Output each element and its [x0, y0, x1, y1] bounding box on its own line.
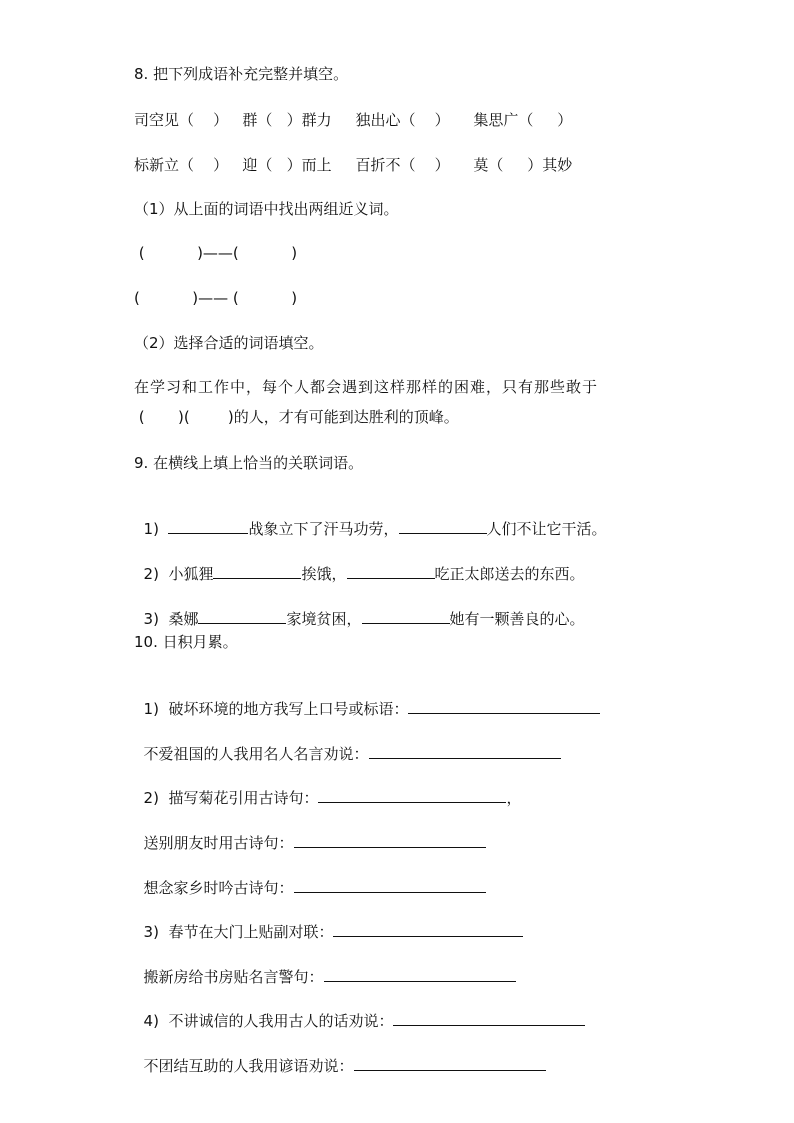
- q10-item-4b-text: 不团结互助的人我用谚语劝说：: [143, 1057, 354, 1075]
- q10-item-2b-text: 送别朋友时用古诗句：: [143, 834, 294, 852]
- q10-item-2c: [134, 856, 486, 897]
- q9-item-2-text-c: 吃正太郎送去的东西。: [434, 565, 585, 583]
- q8-sub-question-2: （2）选择合适的词语填空。: [134, 334, 324, 352]
- q9-item-1-text-a: 战象立下了汗马功劳，: [248, 520, 399, 538]
- q9-item-1: [134, 497, 607, 538]
- answer-blank[interactable]: [318, 786, 506, 803]
- answer-blank[interactable]: [294, 876, 486, 893]
- q10-item-3b: [134, 945, 516, 986]
- q8-fill-paragraph-line-1: 在学习和工作中，每个人都会遇到这样那样的困难，只有那些敢于: [134, 378, 599, 396]
- answer-blank[interactable]: [333, 920, 523, 937]
- q10-item-1b-text: 不爱祖国的人我用名人名言劝说：: [143, 745, 369, 763]
- q10-item-3: [134, 900, 523, 941]
- q10-item-1: [134, 677, 600, 718]
- q10-item-1-text: 1) 破坏环境的地方我写上口号或标语：: [143, 700, 409, 718]
- answer-blank[interactable]: [198, 607, 286, 624]
- q9-item-3-text-c: 她有一颗善良的心。: [449, 610, 585, 628]
- answer-blank[interactable]: [393, 1009, 585, 1026]
- q9-item-3-text-a: 3) 桑娜: [143, 610, 199, 628]
- q10-item-2-comma: ，: [506, 789, 522, 807]
- answer-blank[interactable]: [213, 562, 301, 579]
- q9-title: 9. 在横线上填上恰当的关联词语。: [134, 454, 364, 472]
- q8-synonym-pair-1[interactable]: ( )——( ): [134, 244, 298, 262]
- q8-title: 8. 把下列成语补充完整并填空。: [134, 65, 349, 83]
- q10-item-3b-text: 搬新房给书房贴名言警句：: [143, 968, 324, 986]
- q9-item-2: [134, 542, 585, 583]
- answer-blank[interactable]: [324, 965, 516, 982]
- q9-item-3-text-b: 家境贫困，: [286, 610, 362, 628]
- answer-blank[interactable]: [369, 742, 561, 759]
- q9-item-1-number: 1): [143, 520, 169, 538]
- q10-item-4-text: 4) 不讲诚信的人我用古人的话劝说：: [143, 1012, 394, 1030]
- q9-item-2-text-a: 2) 小狐狸: [143, 565, 214, 583]
- answer-blank[interactable]: [362, 607, 450, 624]
- q10-item-1b: [134, 722, 561, 763]
- answer-blank[interactable]: [408, 697, 600, 714]
- q8-fill-paragraph-line-2[interactable]: ( )( )的人，才有可能到达胜利的顶峰。: [134, 408, 459, 426]
- q8-idiom-row-1: 司空见（ ） 群（ ）群力 独出心（ ） 集思广（ ）: [134, 111, 573, 129]
- q10-title: 10. 日积月累。: [134, 633, 238, 651]
- q10-item-2-text: 2) 描写菊花引用古诗句：: [143, 789, 319, 807]
- answer-blank[interactable]: [399, 517, 487, 534]
- q8-synonym-pair-2[interactable]: ( )—— ( ): [134, 289, 298, 307]
- answer-blank[interactable]: [294, 831, 486, 848]
- answer-blank[interactable]: [354, 1054, 546, 1071]
- q10-item-3-text: 3) 春节在大门上贴副对联：: [143, 923, 334, 941]
- q10-item-4: [134, 989, 585, 1030]
- q10-item-4b: [134, 1034, 546, 1075]
- q10-item-2c-text: 想念家乡时吟古诗句：: [143, 879, 294, 897]
- q8-sub-question-1: （1）从上面的词语中找出两组近义词。: [134, 200, 399, 218]
- q10-item-2b: [134, 811, 486, 852]
- q9-item-1-text-b: 人们不让它干活。: [486, 520, 607, 538]
- q9-item-2-text-b: 挨饿，: [301, 565, 347, 583]
- q10-item-2: [134, 766, 522, 807]
- q8-idiom-row-2: 标新立（ ） 迎（ ）而上 百折不（ ） 莫（ ）其妙: [134, 156, 573, 174]
- q9-item-3: [134, 587, 585, 628]
- answer-blank[interactable]: [347, 562, 435, 579]
- answer-blank[interactable]: [168, 517, 248, 534]
